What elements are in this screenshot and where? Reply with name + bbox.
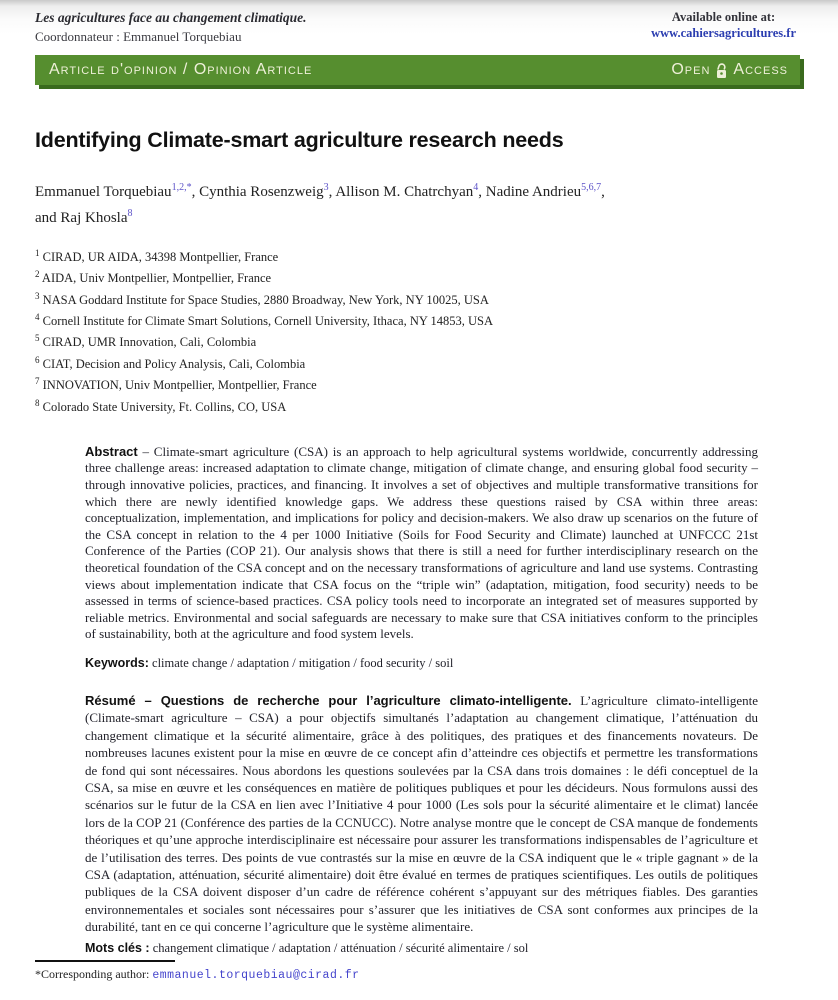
corresponding-author-footnote — [35, 960, 360, 982]
affiliation-item: $^8$ Colorado State University, Ft. Collins, CO, USA — [35, 397, 287, 414]
available-online-block — [651, 9, 800, 45]
affiliation-item: $^2$ AIDA, Univ Montpellier, Montpellier, France — [35, 269, 272, 286]
author-name: Nadine Andrieu — [485, 184, 582, 200]
affiliation-number: 2 — [35, 269, 40, 280]
author-affiliation-superscript: 8 — [127, 208, 133, 219]
affiliation-item: $^5$ CIRAD, UMR Innovation, Cali, Colombia — [35, 333, 257, 350]
author-name: Emmanuel Torquebiau — [35, 184, 172, 200]
affiliation-list — [35, 245, 800, 416]
page-title: Identifying Climate-smart agriculture research needs — [35, 128, 564, 152]
author-affiliation-superscript: 4 — [473, 182, 479, 193]
affiliation-number: 5 — [35, 333, 40, 344]
open-access-word-access: Access — [733, 61, 788, 78]
corresponding-author-label: *Corresponding author: — [35, 967, 153, 981]
affiliation-item: $^7$ INNOVATION, Univ Montpellier, Montpellier, France — [35, 376, 317, 393]
resume-label: Résumé – Questions de recherche pour l’agriculture climato-intelligente. — [85, 693, 572, 708]
mots-cles-text: changement climatique / adaptation / atténuation / sécurité alimentaire / sol — [149, 940, 529, 955]
author-affiliation-superscript: 5,6,7 — [581, 182, 602, 193]
abstract-text: – Climate-smart agriculture (CSA) is an approach to help agricultural systems worldwide, concurrently addressing three challenge areas: increased adaptation to climate change, mitigation of climate change, and ensuring global food security – through innovative policies, practices, and financing. It involves a set of objectives and multiple transformative transitions for which there are newly identified knowledge gaps. We address these questions raised by CSA within three areas: conceptualization, implementation, and implications for policy and decision-makers. We also draw up scenarios on the future of the CSA concept in relation to the 4 per 1000 Initiative (Soils for Food Security and Climate) launched at UNFCCC 21st Conference of the Parties (COP 21). Our analysis shows that there is still a need for further interdisciplinary research on the theoretical foundation of the CSA concept and on the necessary transformations of agriculture and land use systems. Contrasting views about implementation indicate that CSA focus on the “triple win” (adaptation, mitigation, food security) needs to be assessed in terms of science-based practices. CSA policy tools need to incorporate an integrated set of measures supported by reliable metrics. Environmental and social safeguards are necessary to make sure that CSA initiatives conform to the principles of sustainability, both at the agriculture and food system levels. — [85, 443, 758, 642]
affiliation-number: 4 — [35, 312, 40, 323]
footnote-rule — [35, 960, 175, 962]
author-name: Cynthia Rosenzweig — [199, 184, 324, 200]
affiliation-number: 1 — [35, 248, 40, 258]
open-lock-icon — [715, 62, 728, 79]
affiliation-item: $^1$ CIRAD, UR AIDA, 34398 Montpellier, France — [35, 248, 279, 265]
article-content — [0, 128, 838, 956]
resume-text: L’agriculture climato-intelligente (Climate-smart agriculture – CSA) a pour objectifs simultanés l’adaptation au changement climatique, l’atténuation du changement climatique et la sécurité alimentaire, grâce à des politiques, des pratiques et des financements novateurs. De nombreuses lacunes existent pour la mise en œuvre de ce concept afin d’atteindre ces objectifs et permettre les transformations de fond qui sont nécessaires. Nous abordons les questions soulevées par la CSA dans trois domaines : le défi conceptuel de la CSA, sa mise en œuvre et les conséquences en matière de politiques publiques et pour les décideurs. Nous formulons aussi des scénarios sur le futur de la CSA en lien avec l’Initiative 4 pour 1000 (Les sols pour la sécurité alimentaire et le climat) lancée lors de la COP 21 (Conférence des parties de la CCNUCC). Notre analyse montre que le concept de CSA manque de fondements théoriques et qu’une approche interdisciplinaire est nécessaire pour assurer les transformations indispensables de l’agriculture et de l’utilisation des terres. Des points de vue contrastés sur la mise en œuvre de la CSA indiquent que le « triple gagnant » de la CSA (adaptation, atténuation, sécurité alimentaire) doit être évalué en termes de pratiques scientifiques. Les outils de politiques publiques de la CSA doivent disposer d’un cadre de référence cohérent s’appuyant sur des métriques fiables. Des garanties environnementales et sociales sont nécessaires pour s’assurer que les initiatives de CSA sont conformes aux principes de la durabilité, tant en ce qui concerne l’agriculture que le système alimentaire. — [85, 693, 758, 935]
open-access-badge — [671, 61, 788, 79]
series-block — [35, 9, 307, 45]
mots-cles-line — [85, 941, 758, 956]
keywords-label: Keywords: — [85, 656, 149, 670]
affiliation-item: $^3$ NASA Goddard Institute for Space Studies, 2880 Broadway, New York, NY 10025, USA — [35, 290, 489, 307]
affiliation-item: $^4$ Cornell Institute for Climate Smart Solutions, Cornell University, Ithaca, NY 14853, USA — [35, 312, 494, 329]
abstract-label: Abstract — [85, 443, 138, 459]
article-type-label: Article d'opinion / Opinion Article — [49, 61, 313, 78]
author-affiliation-superscript: 3 — [323, 182, 329, 193]
mots-cles-label: Mots clés : — [85, 940, 150, 955]
abstract-section — [85, 444, 758, 643]
author-affiliation-superscript: 1,2,* — [171, 182, 192, 193]
page-header — [0, 0, 838, 45]
affiliation-item: $^6$ CIAT, Decision and Policy Analysis, Cali, Colombia — [35, 354, 306, 371]
keywords-line — [85, 656, 758, 671]
resume-section — [85, 692, 758, 936]
series-coordinator: Coordonnateur : Emmanuel Torquebiau — [35, 29, 242, 44]
corresponding-author-email[interactable]: emmanuel.torquebiau@cirad.fr — [152, 969, 360, 982]
journal-url-link[interactable]: www.cahiersagricultures.fr — [651, 26, 796, 40]
author-name: Raj Khosla — [60, 210, 128, 226]
keywords-text: climate change / adaptation / mitigation / food security / soil — [148, 656, 454, 670]
author-name: Allison M. Chatrchyan — [335, 184, 474, 200]
affiliation-number: 3 — [35, 290, 40, 301]
open-access-word-open: Open — [671, 61, 711, 78]
affiliation-number: 7 — [35, 376, 40, 387]
series-title: Les agricultures face au changement climatique. — [35, 10, 307, 25]
available-online-label: Available online at: — [671, 10, 776, 24]
author-list: Emmanuel Torquebiau$^{1,2,*}$, Cynthia Rosenzweig$^3$, Allison M. Chatrchyan$^4$, Nadine Andrieu$^{5,6,7}$, and Raj Khosla$^8$ — [35, 182, 605, 226]
affiliation-number: 8 — [35, 397, 40, 408]
article-type-banner — [35, 55, 800, 85]
affiliation-number: 6 — [35, 354, 40, 365]
